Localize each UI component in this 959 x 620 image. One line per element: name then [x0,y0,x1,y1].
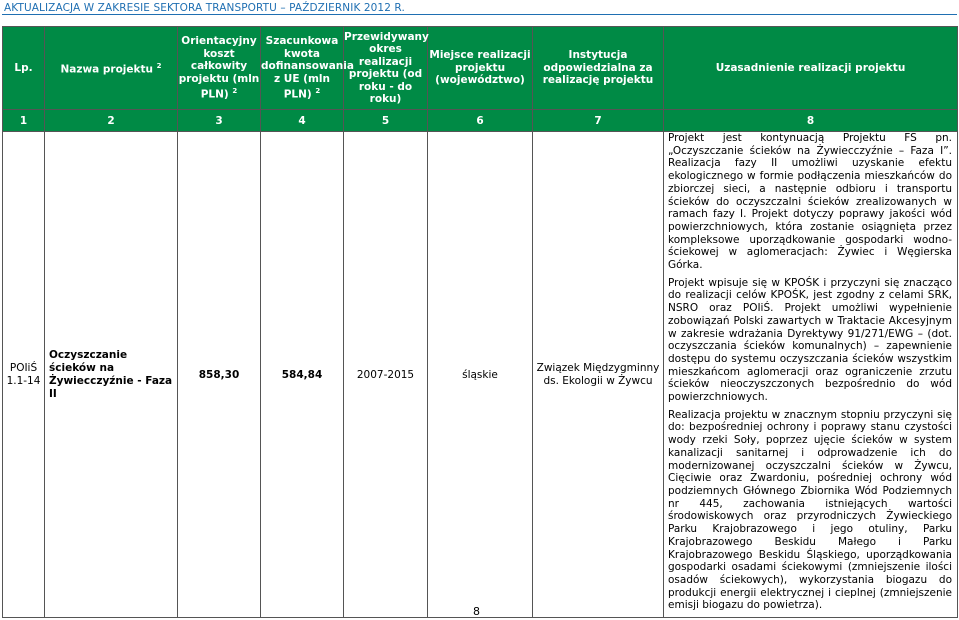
column-header-period: Przewidywany okres realizacji projektu (od roku - do roku) [344,27,428,110]
justification-paragraph: Realizacja projektu w znacznym stopniu przyczyni się do: bezpośredniej ochrony i poprawy stanu czystości wody rzeki Soły, poprzez ujęcie ścieków w system kanalizacji sanitarnej i odprowadzenie ich do modernizowanej oczyszczalni ścieków w Żywcu, Cięciwie oraz Zwardoniu, pośredniej ochrony wód podziemnych Głównego Zbiornika Wód Podziemnych nr 445, zachowania istniejących wartości środowiskowych oraz przyrodniczych Żywieckiego Parku Krajobrazowego i jego otuliny, Parku Krajobrazowego Beskidu Małego i Parku Krajobrazowego Beskidu Śląskiego, uporządkowania gospodarki osadami ściekowymi (zmniejszenie ilości osadów ściekowych), wykorzystania biogazu do produkcji energii elektrycznej i cieplnej (zmniejszenie emisji biogazu do powietrza). [668,408,952,612]
column-number: 3 [178,110,261,132]
column-number: 8 [664,110,958,132]
project-justification [664,132,958,618]
column-number: 5 [344,110,428,132]
project-name: Oczyszczanie ścieków na Żywiecczyźnie - Faza II [45,132,178,618]
column-number: 7 [533,110,664,132]
project-total-cost: 858,30 [178,132,261,618]
column-number: 6 [428,110,533,132]
column-numbers-row [3,110,958,132]
column-number: 2 [45,110,178,132]
column-header-eu-funding: Szacunkowa kwota dofinansowania z UE (mln PLN) $^2$ [261,27,344,110]
justification-paragraph: Projekt jest kontynuacją Projektu FS pn. „Oczyszczanie ścieków na Żywiecczyźnie – Faza I”. Realizacja fazy II umożliwi uzyskanie efektu ekologicznego w formie podłączenia mieszkańców do zbiorczej sieci, a następnie odbioru i transportu ścieków do oczyszczalni ścieków zrealizowanych w ramach fazy I. Projekt dotyczy poprawy jakości wód powierzchniowych, która zostanie osiągnięta przez kompleksowe uporządkowanie gospodarki wodno-ściekowej w aglomeracjach: Żywiec i Węgierska Górka. [668,132,952,272]
project-location: śląskie [428,132,533,618]
column-number: 1 [3,110,45,132]
column-header-total-cost: Orientacyjny koszt całkowity projektu (mln PLN) $^2$ [178,27,261,110]
projects-table [2,26,958,618]
column-number: 4 [261,110,344,132]
table-header-row [3,27,958,110]
project-lp: POIiŚ 1.1-14 [3,132,45,618]
project-period: 2007-2015 [344,132,428,618]
column-header-justification: Uzasadnienie realizacji projektu [664,27,958,110]
table-row [3,132,958,618]
document-header-title: AKTUALIZACJA W ZAKRESIE SEKTORA TRANSPORTU – PAŹDZIERNIK 2012 R. [4,2,405,14]
column-header-institution: Instytucja odpowiedzialna za realizację projektu [533,27,664,110]
column-header-lp: Lp. [3,27,45,110]
page-number: 8 [473,605,480,618]
justification-paragraph: Projekt wpisuje się w KPOŚK i przyczyni się znacząco do realizacji celów KPOŚK, jest zgodny z celami SRK, NSRO oraz POIiŚ. Projekt umożliwi wypełnienie zobowiązań Polski zawartych w Traktacie Akcesyjnym w zakresie wdrażania Dyrektywy 91/271/EWG – (dot. oczyszczania ścieków komunalnych) – zapewnienie dostępu do systemu oczyszczania ścieków wszystkim mieszkańcom aglomeracji oraz ograniczenie zrzutu ścieków nieoczyszczonych bezpośrednio do wód powierzchniowych. [668,276,952,404]
header-divider [2,14,957,15]
project-institution: Związek Międzygminny ds. Ekologii w Żywcu [533,132,664,618]
column-header-project-name: Nazwa projektu $^2$ [45,27,178,110]
column-header-location: Miejsce realizacji projektu (województwo) [428,27,533,110]
project-eu-funding: 584,84 [261,132,344,618]
